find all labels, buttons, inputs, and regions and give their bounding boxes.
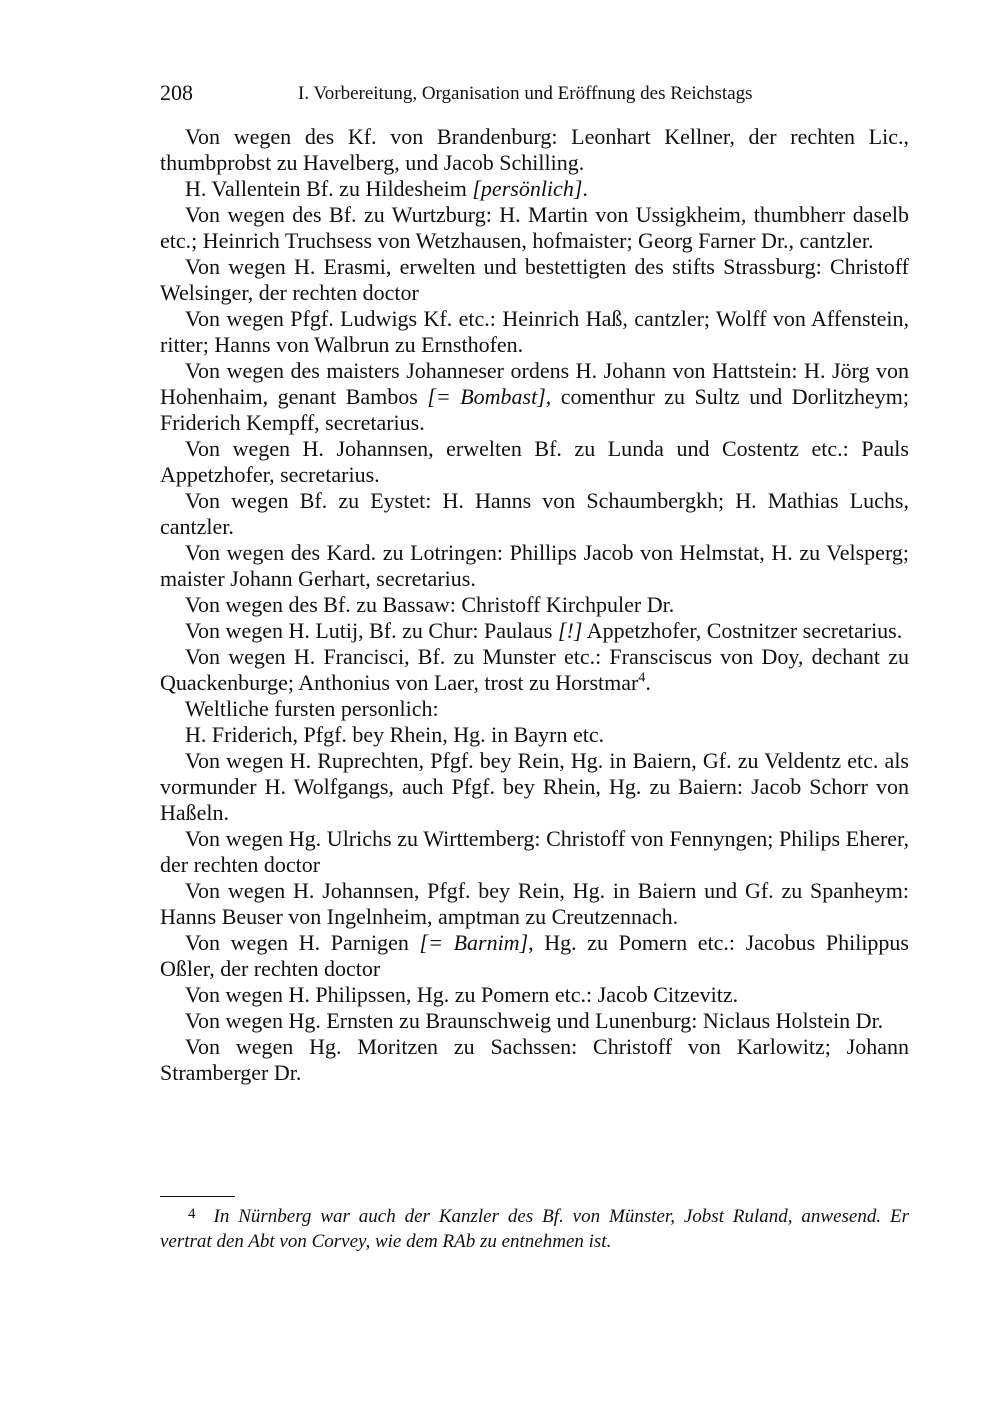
paragraph: Von wegen H. Lutij, Bf. zu Chur: Paulaus [!] Appetzhofer, Costnitzer secretarius. xyxy=(185,618,903,643)
paragraph: Von wegen H. Parnigen [= Barnim], Hg. zu Pomern etc.: Jacobus Philippus Oßler, der rechten doctor xyxy=(160,930,909,981)
paragraph: Von wegen des maisters Johanneser ordens H. Johann von Hattstein: H. Jörg von Hohenhaim, genant Bambos [= Bombast], comenthur zu Sultz und Dorlitzheym; Friderich Kempff, secretarius. xyxy=(160,358,910,435)
footnote-text: In Nürnberg war auch der Kanzler des Bf. von Münster, Jobst Ruland, anwesend. Er vertrat den Abt von Corvey, wie dem RAb zu entnehmen ist. xyxy=(160,1206,909,1252)
page-number: 208 xyxy=(160,80,193,105)
paragraph: Von wegen Hg. Ernsten zu Braunschweig und Lunenburg: Niclaus Holstein Dr. xyxy=(185,1008,884,1033)
running-head: I. Vorbereitung, Organisation und Eröffnung des Reichstags xyxy=(298,83,753,104)
footnote-rule xyxy=(160,1196,235,1197)
paragraph: Von wegen Hg. Moritzen zu Sachssen: Christoff von Karlowitz; Johann Stramberger Dr. xyxy=(160,1034,909,1085)
paragraph: Von wegen des Kf. von Brandenburg: Leonhart Kellner, der rechten Lic., thumbprobst zu Havelberg, und Jacob Schilling. xyxy=(160,124,909,175)
paragraph: Von wegen des Bf. zu Bassaw: Christoff Kirchpuler Dr. xyxy=(185,592,675,617)
paragraph: Von wegen des Bf. zu Wurtzburg: H. Martin von Ussigkheim, thumbherr daselb etc.; Heinrich Truchsess von Wetzhausen, hofmaister; Georg Farner Dr., cantzler. xyxy=(160,202,909,253)
paragraph: H. Vallentein Bf. zu Hildesheim [persönlich]. xyxy=(185,176,588,201)
paragraph: H. Friderich, Pfgf. bey Rhein, Hg. in Bayrn etc. xyxy=(185,722,605,747)
paragraph: Von wegen H. Erasmi, erwelten und bestettigten des stifts Strassburg: Christoff Welsinger, der rechten doctor xyxy=(160,254,909,305)
footnote-reference[interactable]: 4 xyxy=(638,670,646,686)
paragraph: Von wegen H. Ruprechten, Pfgf. bey Rein, Hg. in Baiern, Gf. zu Veldentz etc. als vormunder H. Wolfgangs, auch Pfgf. bey Rhein, Hg. zu Baiern: Jacob Schorr von Haßeln. xyxy=(160,748,909,825)
paragraph: Von wegen des Kard. zu Lotringen: Phillips Jacob von Helmstat, H. zu Velsperg; maister Johann Gerhart, secretarius. xyxy=(160,540,909,591)
paragraph: Von wegen Bf. zu Eystet: H. Hanns von Schaumbergkh; H. Mathias Luchs, cantzler. xyxy=(160,488,909,539)
paragraph: Von wegen Hg. Ulrichs zu Wirttemberg: Christoff von Fennyngen; Philips Eherer, der rechten doctor xyxy=(160,826,909,877)
body-text xyxy=(160,124,909,1086)
paragraph: Von wegen H. Johannsen, erwelten Bf. zu Lunda und Costentz etc.: Pauls Appetzhofer, secretarius. xyxy=(160,436,909,487)
paragraph: Von wegen H. Francisci, Bf. zu Munster etc.: Fransciscus von Doy, dechant zu Quackenburge; Anthonius von Laer, trost zu Horstmar$^4$. xyxy=(160,644,909,695)
paragraph: Von wegen Pfgf. Ludwigs Kf. etc.: Heinrich Haß, cantzler; Wolff von Affenstein, ritter; Hanns von Walbrun zu Ernsthofen. xyxy=(160,306,909,357)
footnote xyxy=(160,1205,909,1254)
paragraph: Von wegen H. Philipssen, Hg. zu Pomern etc.: Jacob Citzevitz. xyxy=(185,982,739,1007)
paragraph: Von wegen H. Johannsen, Pfgf. bey Rein, Hg. in Baiern und Gf. zu Spanheym: Hanns Beuser von Ingelnheim, amptman zu Creutzennach. xyxy=(160,878,909,929)
paragraph: Weltliche fursten personlich: xyxy=(185,696,439,721)
footnote-marker: 4 xyxy=(188,1206,196,1222)
